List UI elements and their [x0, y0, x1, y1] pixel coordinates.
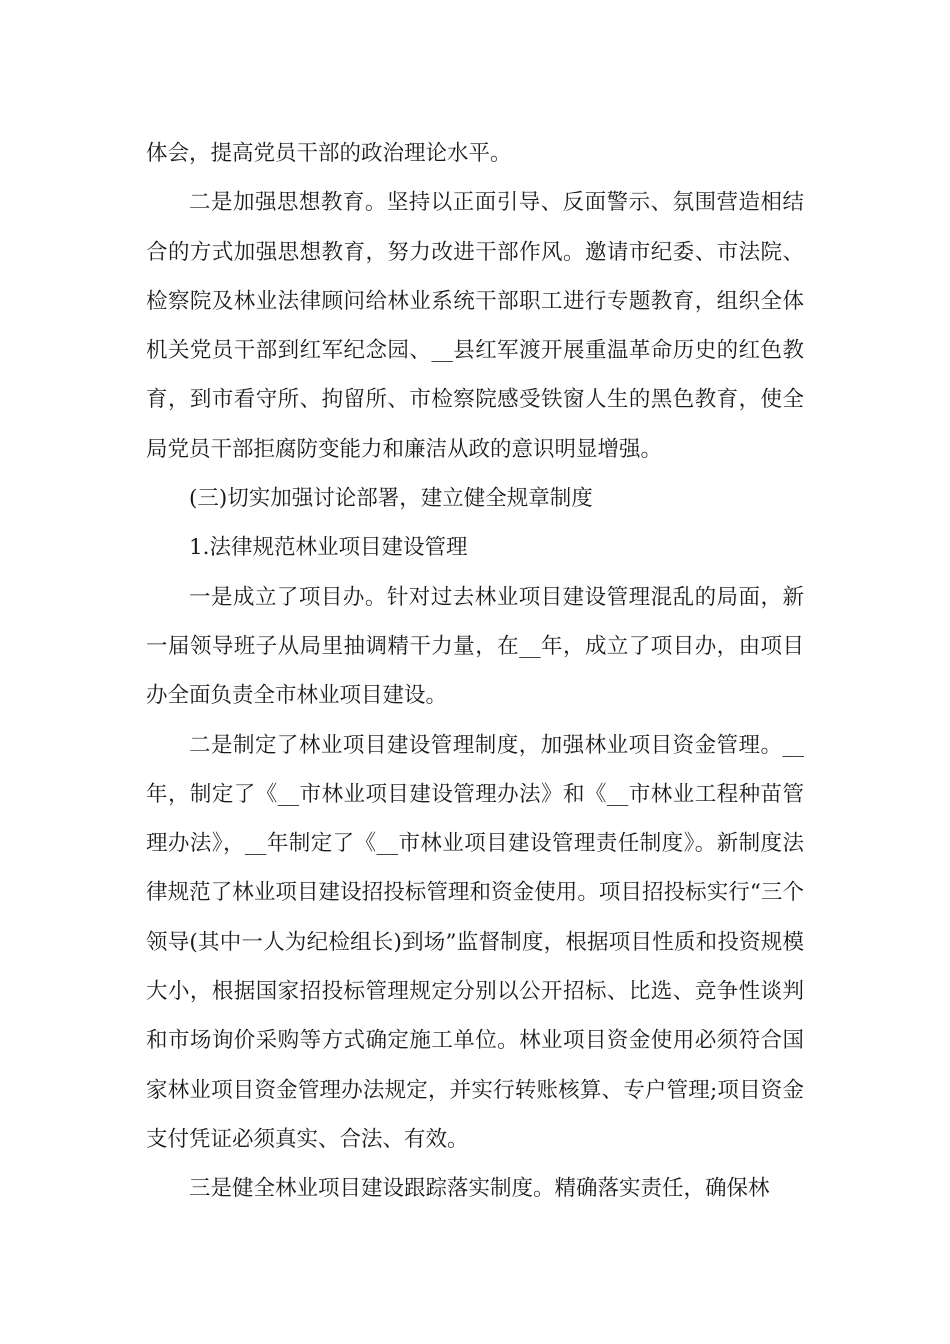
paragraph-1: 体会，提高党员干部的政治理论水平。	[146, 141, 512, 166]
document-body	[146, 129, 804, 1214]
paragraph-2: 二是加强思想教育。坚持以正面引导、反面警示、氛围营造相结合的方式加强思想教育，努力改进干部作风。邀请市纪委、市法院、检察院及林业法律顾问给林业系统干部职工进行专题教育，组织全体机关党员干部到红军纪念园、__县红军渡开展重温革命历史的红色教育，到市看守所、拘留所、市检察院感受铁窗人生的黑色教育，使全局党员干部拒腐防变能力和廉洁从政的意识明显增强。	[146, 190, 804, 462]
paragraph-3: 一是成立了项目办。针对过去林业项目建设管理混乱的局面，新一届领导班子从局里抽调精干力量，在__年，成立了项目办，由项目办全面负责全市林业项目建设。	[146, 584, 804, 709]
paragraph-4: 二是制定了林业项目建设管理制度，加强林业项目资金管理。__年，制定了《__市林业项目建设管理办法》和《__市林业工程种苗管理办法》，__年制定了《__市林业项目建设管理责任制度》。新制度法律规范了林业项目建设招投标管理和资金使用。项目招投标实行“三个领导(其中一人为纪检组长)到场”监督制度，根据项目性质和投资规模大小，根据国家招投标管理规定分别以公开招标、比选、竞争性谈判和市场询价采购等方式确定施工单位。林业项目资金使用必须符合国家林业项目资金管理办法规定，并实行转账核算、专户管理;项目资金支付凭证必须真实、合法、有效。	[146, 732, 804, 1152]
section-heading-3: (三)切实加强讨论部署，建立健全规章制度	[189, 486, 593, 512]
subsection-heading-1: 1.法律规范林业项目建设管理	[189, 535, 468, 561]
paragraph-5: 三是健全林业项目建设跟踪落实制度。精确落实责任，确保林	[189, 1176, 770, 1202]
